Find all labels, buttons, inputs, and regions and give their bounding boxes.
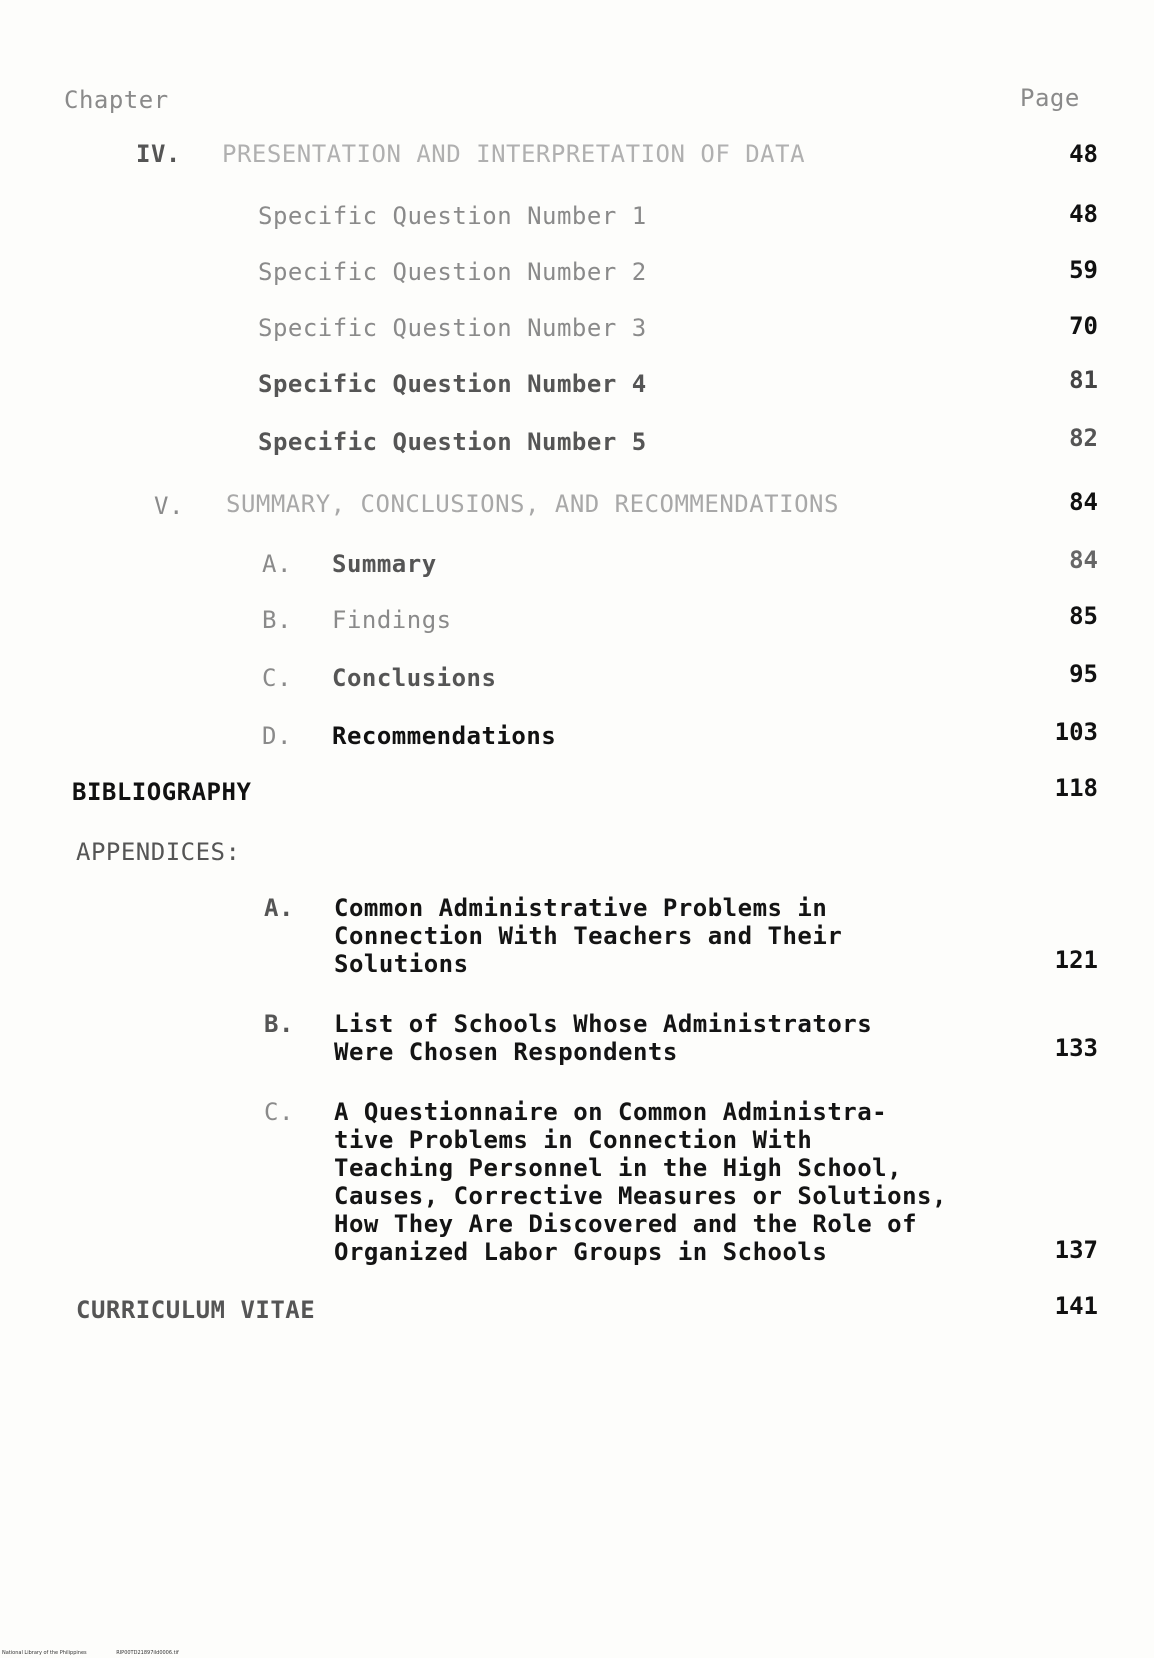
toc-page-curriculum-vitae: 141: [1054, 1292, 1098, 1320]
appendix-a-letter: A.: [264, 894, 294, 922]
toc-letter-summary: A.: [262, 550, 292, 578]
toc-entry-recommendations: Recommendations: [332, 722, 557, 750]
appendix-c-page: 137: [1054, 1236, 1098, 1264]
toc-page-question-1: 48: [1069, 200, 1098, 228]
toc-page-conclusions: 95: [1069, 660, 1098, 688]
chapter-5-page: 84: [1069, 488, 1098, 516]
toc-page-summary: 84: [1069, 546, 1098, 574]
toc-entry-question-2: Specific Question Number 2: [258, 258, 647, 286]
appendix-c-line-4: Causes, Corrective Measures or Solutions,: [334, 1182, 947, 1210]
toc-page-question-4: 81: [1069, 366, 1098, 394]
appendices-heading: APPENDICES:: [76, 838, 241, 866]
toc-page-findings: 85: [1069, 602, 1098, 630]
appendix-c-title: [334, 1098, 947, 1266]
toc-entry-conclusions: Conclusions: [332, 664, 497, 692]
toc-entry-summary: Summary: [332, 550, 437, 578]
toc-entry-question-3: Specific Question Number 3: [258, 314, 647, 342]
appendix-b-page: 133: [1054, 1034, 1098, 1062]
appendix-b-line-2: Were Chosen Respondents: [334, 1038, 678, 1066]
toc-entry-question-4: Specific Question Number 4: [258, 370, 647, 398]
toc-letter-recommendations: D.: [262, 722, 292, 750]
chapter-5-numeral: V.: [154, 492, 184, 520]
chapter-5-title: SUMMARY, CONCLUSIONS, AND RECOMMENDATIONS: [226, 490, 839, 518]
toc-entry-question-1: Specific Question Number 1: [258, 202, 647, 230]
footer-library: National Library of the Philippines: [2, 1650, 87, 1656]
appendix-a-line-3: Solutions: [334, 950, 469, 978]
toc-entry-bibliography: BIBLIOGRAPHY: [72, 778, 252, 806]
appendix-c-line-5: How They Are Discovered and the Role of: [334, 1210, 918, 1238]
chapter-4-page: 48: [1069, 140, 1098, 168]
appendix-b-title: [334, 1010, 872, 1066]
footer-file: RIP00TD21897ild0006.tif: [116, 1650, 179, 1656]
appendix-b-letter: B.: [264, 1010, 294, 1038]
page-column-heading: Page: [1020, 84, 1080, 112]
chapter-column-heading: Chapter: [64, 86, 169, 114]
appendix-c-line-1: A Questionnaire on Common Administra-: [334, 1098, 888, 1126]
appendix-a-title: [334, 894, 842, 978]
toc-page-question-2: 59: [1069, 256, 1098, 284]
toc-page-question-5: 82: [1069, 424, 1098, 452]
chapter-4-numeral: IV.: [136, 140, 181, 168]
appendix-c-line-2: tive Problems in Connection With: [334, 1126, 813, 1154]
scan-footer: [2, 1650, 207, 1656]
toc-letter-conclusions: C.: [262, 664, 292, 692]
appendix-c-line-3: Teaching Personnel in the High School,: [334, 1154, 903, 1182]
toc-entry-curriculum-vitae: CURRICULUM VITAE: [76, 1296, 316, 1324]
appendix-c-line-6: Organized Labor Groups in Schools: [334, 1238, 828, 1266]
toc-page-recommendations: 103: [1054, 718, 1098, 746]
appendix-a-line-1: Common Administrative Problems in: [334, 894, 828, 922]
chapter-4-title: PRESENTATION AND INTERPRETATION OF DATA: [222, 140, 806, 168]
appendix-b-line-1: List of Schools Whose Administrators: [334, 1010, 873, 1038]
toc-letter-findings: B.: [262, 606, 292, 634]
toc-page-question-3: 70: [1069, 312, 1098, 340]
toc-entry-question-5: Specific Question Number 5: [258, 428, 647, 456]
toc-page-bibliography: 118: [1054, 774, 1098, 802]
appendix-a-page: 121: [1054, 946, 1098, 974]
toc-entry-findings: Findings: [332, 606, 452, 634]
appendix-c-letter: C.: [264, 1098, 294, 1126]
appendix-a-line-2: Connection With Teachers and Their: [334, 922, 843, 950]
